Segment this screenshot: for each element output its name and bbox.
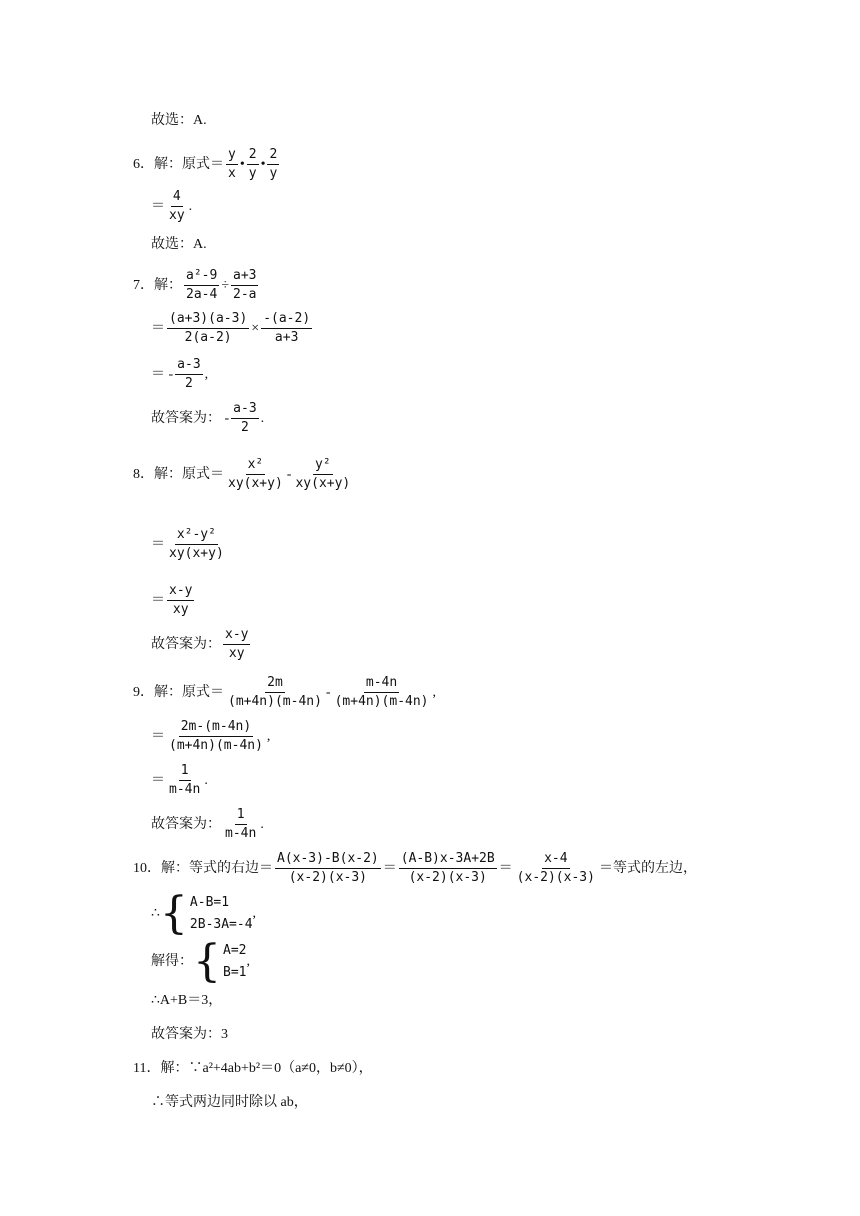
fraction: $\frac{\text{x²-y²}}{xy(x+y)}$ bbox=[169, 527, 224, 561]
problem-10-system-1: ∴ { A-B=1 2B-3A=-4 , bbox=[151, 888, 257, 939]
left-brace-icon: { bbox=[159, 888, 188, 939]
fraction: $\frac{2m}{(m+4n)(m-4n)}$ bbox=[228, 675, 322, 709]
problem-6-lead: 6．解：原式＝ bbox=[133, 156, 224, 172]
fraction: $\frac{m-4n}{(m+4n)(m-4n)}$ bbox=[334, 675, 429, 709]
dot-operator: • bbox=[239, 156, 245, 172]
fraction: $\frac{\text{y²}}{xy(x+y)}$ bbox=[295, 457, 351, 491]
problem-11-line-1: 11．解：∵a²+4ab+b²＝0（a≠0，b≠0）， bbox=[133, 1061, 373, 1076]
dot-operator: • bbox=[260, 156, 266, 172]
fraction: $\frac{x-y}{xy}$ bbox=[169, 583, 193, 617]
fraction: $\frac{a-3}{2}$ bbox=[177, 357, 201, 391]
fraction: $\frac{1}{m-4n}$ bbox=[225, 807, 257, 841]
fraction: $\frac{4}{xy}$ bbox=[169, 189, 185, 223]
problem-6-line-2: ＝ $\frac{4}{xy}$ . bbox=[151, 189, 193, 223]
fraction: $\frac{\text{a²-9}}{2a-4}$ bbox=[186, 268, 218, 302]
problem-8-line-2: ＝ $\frac{\text{x²-y²}}{xy(x+y)}$ bbox=[151, 527, 224, 561]
problem-7-line-3: ＝ - $\frac{a-3}{2}$ , bbox=[151, 357, 209, 391]
fraction: $\frac{(a+3)(a-3)}{2(a-2)}$ bbox=[169, 311, 248, 345]
fraction: $\frac{2m-(m-4n)}{(m+4n)(m-4n)}$ bbox=[169, 719, 263, 753]
fraction: $\frac{2}{y}$ bbox=[248, 147, 257, 181]
fraction: $\frac{-(a-2)}{a+3}$ bbox=[263, 311, 311, 345]
problem-11-line-2: ∴等式两边同时除以 ab， bbox=[151, 1095, 308, 1110]
answer-choice-6: 故选：A. bbox=[151, 237, 207, 252]
problem-6-line-1 bbox=[133, 146, 281, 183]
problem-10-answer: 故答案为：3 bbox=[151, 1027, 228, 1042]
problem-9-answer: 故答案为： $\frac{1}{m-4n}$ . bbox=[151, 807, 264, 841]
fraction: $\frac{1}{m-4n}$ bbox=[169, 763, 201, 797]
fraction: $\frac{x-4}{(x-2)(x-3)}$ bbox=[516, 851, 595, 885]
problem-10-line-1: 10．解：等式的右边＝ $\frac{A(x-3)-B(x-2)}{(x-2)(x-3)}$ ＝ $\frac{(A-B)x-3A+2B}{(x-2)(x-3)}$ ＝ $\frac{x-4}{(x-2)(x-3)}$ ＝等式的左边， bbox=[133, 851, 697, 885]
fraction: $\frac{y}{x}$ bbox=[228, 147, 236, 181]
fraction: $\frac{2}{y}$ bbox=[269, 147, 278, 181]
problem-9-line-1: 9．解：原式＝ $\frac{2m}{(m+4n)(m-4n)}$ - $\frac{m-4n}{(m+4n)(m-4n)}$ , bbox=[133, 675, 437, 709]
problem-9-line-3: ＝ $\frac{1}{m-4n}$ . bbox=[151, 763, 208, 797]
left-brace-icon: { bbox=[193, 936, 221, 987]
fraction: $\frac{A(x-3)-B(x-2)}{(x-2)(x-3)}$ bbox=[277, 851, 379, 885]
fraction: $\frac{x-y}{xy}$ bbox=[225, 627, 249, 661]
problem-9-line-2: ＝ $\frac{2m-(m-4n)}{(m+4n)(m-4n)}$ , bbox=[151, 719, 271, 753]
equation-system: A-B=1 2B-3A=-4 bbox=[189, 895, 253, 932]
problem-7-line-1: 7．解： $\frac{\text{a²-9}}{2a-4}$ ÷ $\frac{a+3}{2-a}$ bbox=[133, 268, 257, 302]
problem-8-line-1: 8．解：原式＝ $\frac{\text{x²}}{xy(x+y)}$ - $\frac{\text{y²}}{xy(x+y)}$ bbox=[133, 457, 351, 491]
equation-system: A=2 B=1 bbox=[223, 943, 247, 980]
problem-7-answer: 故答案为： - $\frac{a-3}{2}$ . bbox=[151, 401, 265, 435]
problem-7-line-2: ＝ $\frac{(a+3)(a-3)}{2(a-2)}$ × $\frac{-(a-2)}{a+3}$ bbox=[151, 311, 311, 345]
fraction: $\frac{\text{x²}}{xy(x+y)}$ bbox=[228, 457, 283, 491]
problem-8-answer: 故答案为： $\frac{x-y}{xy}$ bbox=[151, 627, 249, 661]
problem-8-line-3: ＝ $\frac{x-y}{xy}$ bbox=[151, 583, 193, 617]
fraction: $\frac{(A-B)x-3A+2B}{(x-2)(x-3)}$ bbox=[400, 851, 495, 885]
problem-10-sum: ∴A+B＝3， bbox=[151, 993, 223, 1008]
fraction: $\frac{a+3}{2-a}$ bbox=[233, 268, 257, 302]
answer-choice-5: 故选：A. bbox=[151, 113, 207, 128]
fraction: $\frac{a-3}{2}$ bbox=[233, 401, 257, 435]
problem-10-system-2: 解得： { A=2 B=1 , bbox=[151, 936, 250, 987]
